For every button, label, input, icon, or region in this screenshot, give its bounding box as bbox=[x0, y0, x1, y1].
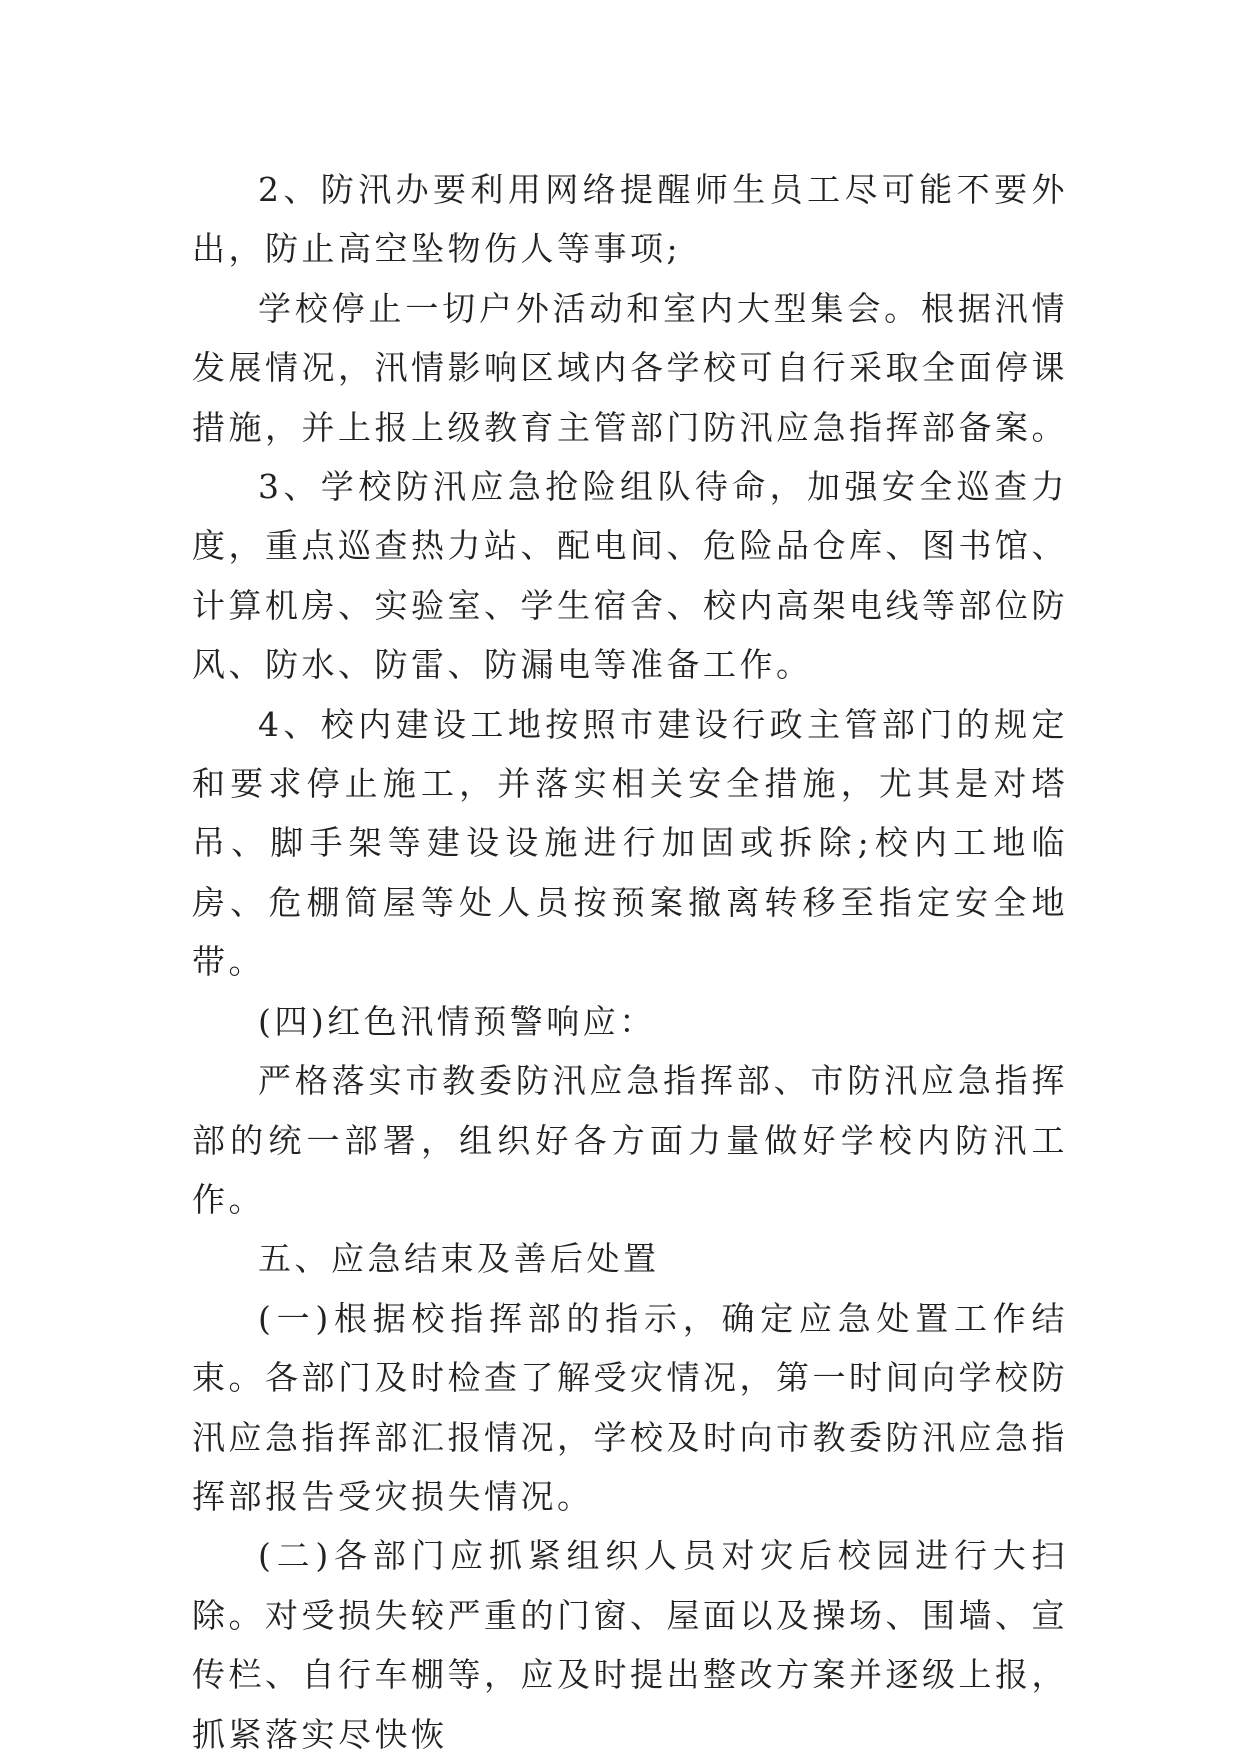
paragraph-item-4-construction: 4、校内建设工地按照市建设行政主管部门的规定和要求停止施工，并落实相关安全措施，尤其是对塔吊、脚手架等建设设施进行加固或拆除;校内工地临房、危棚简屋等处人员按预案撤离转移至指定安全地带。 bbox=[192, 704, 1068, 982]
heading-red-warning-response: (四)红色汛情预警响应： bbox=[258, 1001, 656, 1041]
paragraph-school-stop-activities: 学校停止一切户外活动和室内大型集会。根据汛情发展情况，汛情影响区域内各学校可自行采取全面停课措施，并上报上级教育主管部门防汛应急指挥部备案。 bbox=[192, 288, 1068, 447]
paragraph-item-2-notify: 2、防汛办要利用网络提醒师生员工尽可能不要外出，防止高空坠物伤人等事项; bbox=[192, 170, 1068, 269]
paragraph-aftermath-1: (一)根据校指挥部的指示，确定应急处置工作结束。各部门及时检查了解受灾情况，第一时间向学校防汛应急指挥部汇报情况，学校及时向市教委防汛应急指挥部报告受灾损失情况。 bbox=[192, 1298, 1068, 1516]
paragraph-aftermath-2: (二)各部门应抓紧组织人员对灾后校园进行大扫除。对受损失较严重的门窗、屋面以及操场、围墙、宣传栏、自行车棚等，应及时提出整改方案并逐级上报，抓紧落实尽快恢 bbox=[192, 1536, 1068, 1754]
paragraph-item-3-standby: 3、学校防汛应急抢险组队待命，加强安全巡查力度，重点巡查热力站、配电间、危险品仓库、图书馆、计算机房、实验室、学生宿舍、校内高架电线等部位防风、防水、防雷、防漏电等准备工作。 bbox=[192, 467, 1068, 685]
heading-section-five: 五、应急结束及善后处置 bbox=[258, 1239, 660, 1279]
paragraph-red-warning-body: 严格落实市教委防汛应急指挥部、市防汛应急指挥部的统一部署，组织好各方面力量做好学校内防汛工作。 bbox=[192, 1061, 1068, 1219]
document-body bbox=[192, 160, 1068, 1764]
